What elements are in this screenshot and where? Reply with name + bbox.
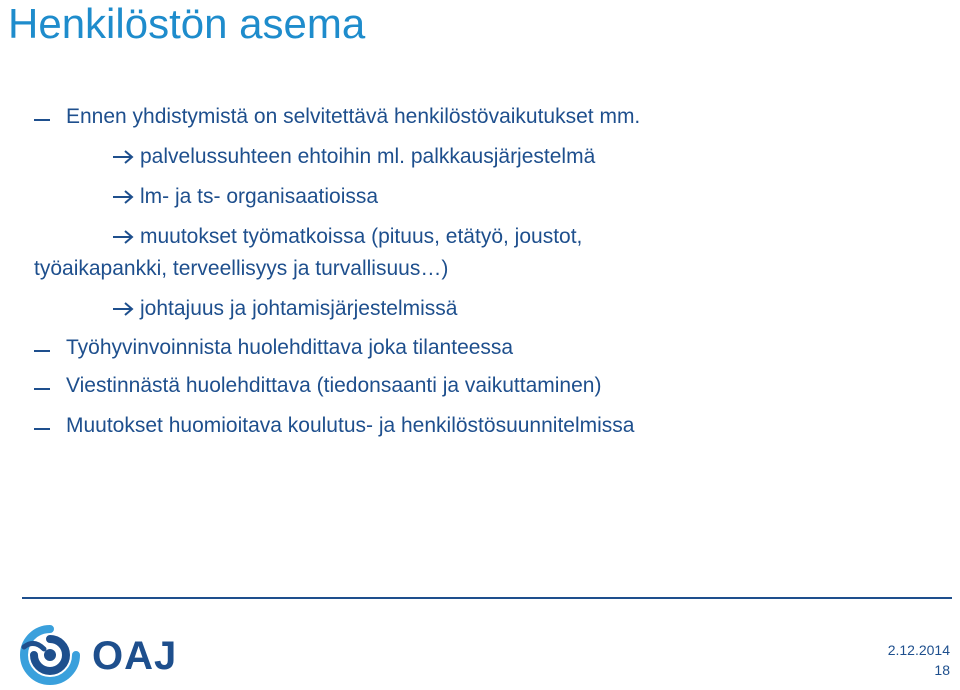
slide-title: Henkilöstön asema [8, 0, 366, 47]
dash-bullet [34, 428, 50, 430]
arrow-line [112, 296, 457, 322]
arrow-line [112, 224, 582, 250]
dash-bullet [34, 119, 50, 121]
dash-bullet [34, 388, 50, 390]
arrow-right-icon [112, 230, 134, 244]
arrow-line-text: johtajuus ja johtamisjärjestelmissä [140, 297, 458, 320]
arrow-line-text: palvelussuhteen ehtoihin ml. palkkausjärjestelmä [140, 145, 596, 168]
bullet-line: Ennen yhdistymistä on selvitettävä henkilöstövaikutukset mm. [66, 105, 641, 128]
arrow-line-text: muutokset työmatkoissa (pituus, etätyö, joustot, [140, 225, 583, 248]
oaj-logo-text: OAJ [92, 634, 178, 678]
dash-bullet [34, 350, 50, 352]
arrow-line [112, 144, 595, 170]
footer-divider [22, 597, 952, 599]
arrow-line-text: lm- ja ts- organisaatioissa [140, 185, 379, 208]
continuation-line: työaikapankki, terveellisyys ja turvallisuus…) [34, 257, 449, 280]
slide-date: 2.12.2014 [887, 642, 950, 658]
bullet-line: Työhyvinvoinnista huolehdittava joka tilanteessa [66, 336, 514, 359]
arrow-right-icon [112, 190, 134, 204]
page-number: 18 [934, 662, 950, 678]
arrow-right-icon [112, 150, 134, 164]
bullet-line: Muutokset huomioitava koulutus- ja henkilöstösuunnitelmissa [66, 414, 635, 437]
arrow-line [112, 184, 378, 210]
oaj-swirl-icon [20, 625, 80, 685]
arrow-right-icon [112, 302, 134, 316]
bullet-line: Viestinnästä huolehdittava (tiedonsaanti ja vaikuttaminen) [66, 374, 602, 397]
